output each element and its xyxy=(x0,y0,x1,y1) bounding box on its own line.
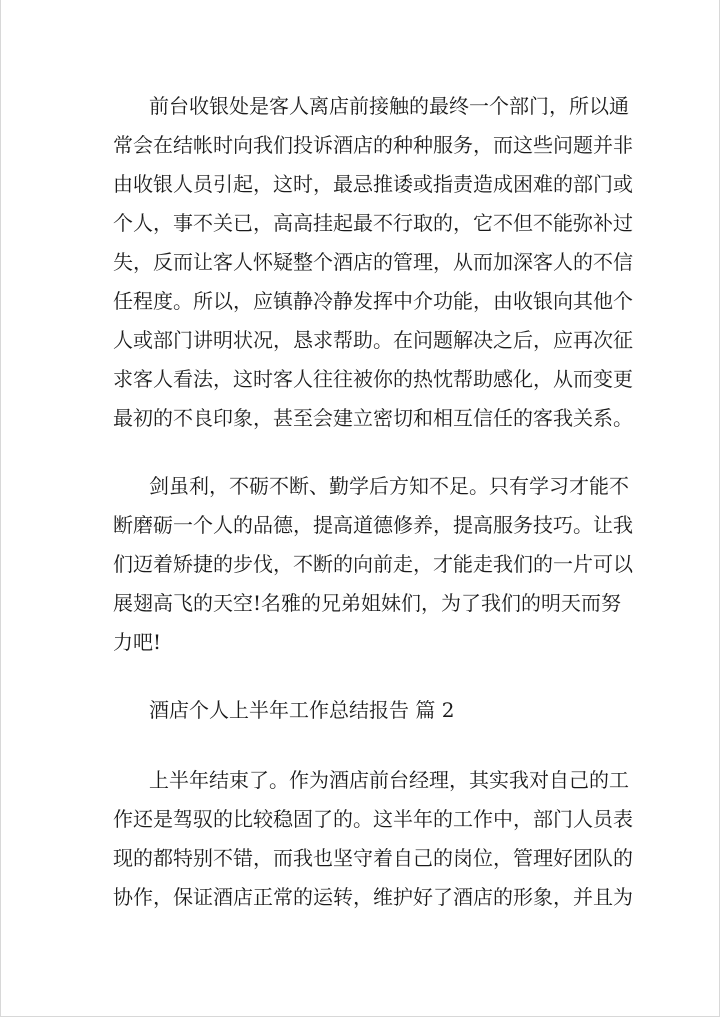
text-line: 展翅高飞的天空!名雅的兄弟姐妹们，为了我们的明天而努 xyxy=(113,591,622,615)
text-line: 人或部门讲明状况，恳求帮助。在问题解决之后，应再次征 xyxy=(113,328,633,352)
text-line: 协作，保证酒店正常的运转，维护好了酒店的形象，并且为 xyxy=(113,885,633,909)
text-line: 失，反而让客人怀疑整个酒店的管理，从而加深客人的不信 xyxy=(113,250,633,274)
text-line: 求客人看法，这时客人往往被你的热忱帮助感化，从而变更 xyxy=(113,367,633,391)
text-line: 断磨砺一个人的品德，提高道德修养，提高服务技巧。让我 xyxy=(113,513,633,537)
text-line: 现的都特别不错，而我也坚守着自己的岗位，管理好团队的 xyxy=(113,846,633,870)
text-line: 任程度。所以，应镇静冷静发挥中介功能，由收银向其他个 xyxy=(113,289,633,313)
text-line: 由收银人员引起，这时，最忌推诿或指责造成困难的部门或 xyxy=(113,172,633,196)
text-line: 作还是驾驭的比较稳固了的。这半年的工作中，部门人员表 xyxy=(113,807,633,831)
text-line: 上半年结束了。作为酒店前台经理，其实我对自己的工 xyxy=(149,768,629,792)
text-line: 个人，事不关已，高高挂起最不行取的，它不但不能弥补过 xyxy=(113,211,633,235)
text-line: 常会在结帐时向我们投诉酒店的种种服务，而这些问题并非 xyxy=(113,133,633,157)
text-line: 们迈着矫捷的步伐，不断的向前走，才能走我们的一片可以 xyxy=(113,552,633,576)
text-line: 前台收银处是客人离店前接触的最终一个部门，所以通 xyxy=(149,94,629,118)
text-line: 最初的不良印象，甚至会建立密切和相互信任的客我关系。 xyxy=(113,406,633,430)
text-line: 力吧! xyxy=(113,630,162,654)
text-line: 剑虽利，不砺不断、勤学后方知不足。只有学习才能不 xyxy=(149,474,629,498)
section-heading: 酒店个人上半年工作总结报告 篇 2 xyxy=(149,698,455,722)
